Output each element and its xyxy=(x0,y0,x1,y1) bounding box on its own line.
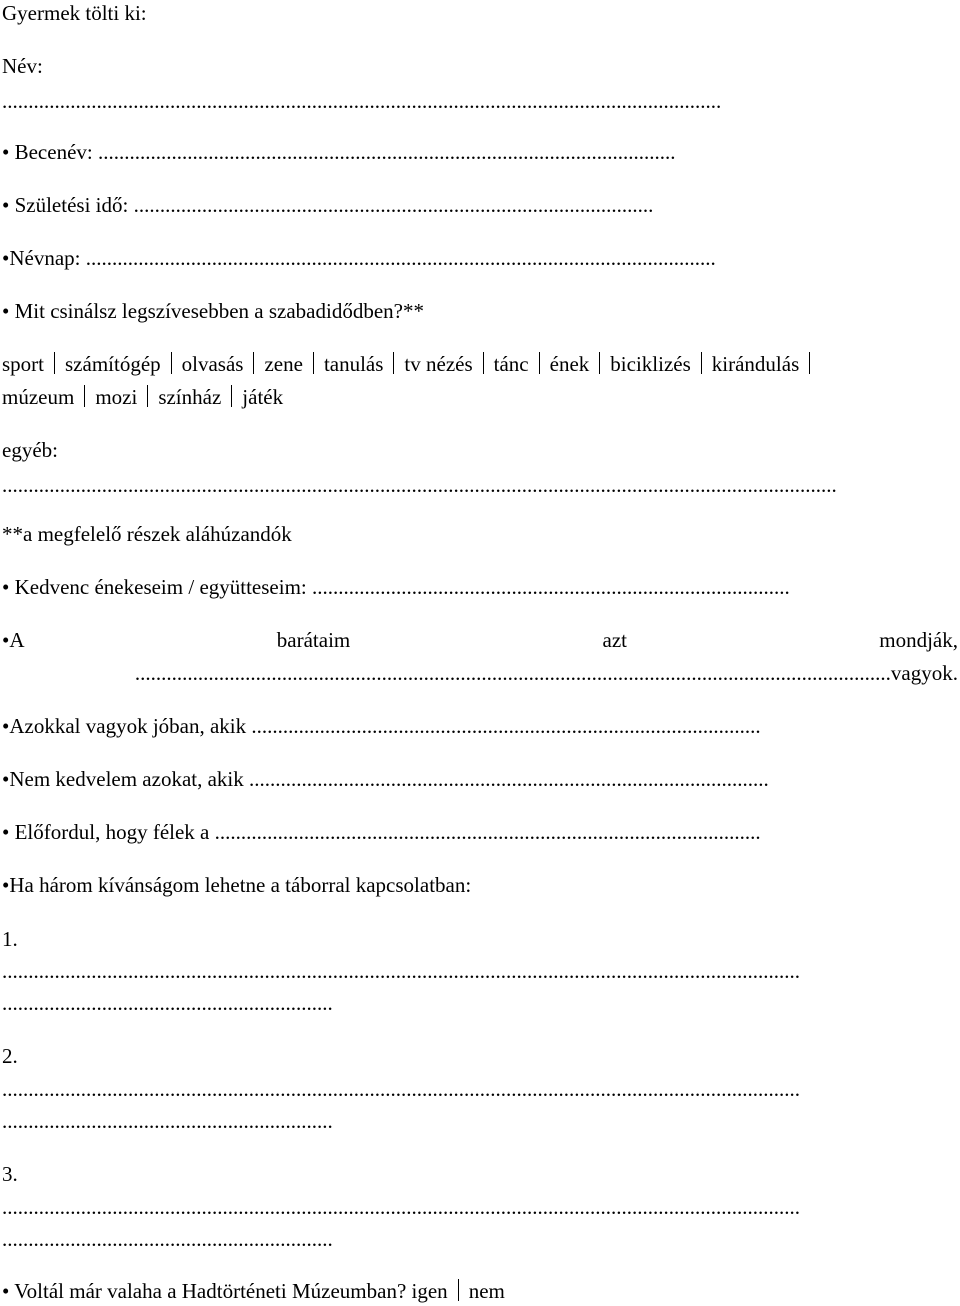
dislike-field[interactable]: •Nem kedvelem azokat, akik ................................................................................................... xyxy=(2,767,769,791)
freetime-options-row2 xyxy=(2,384,283,410)
separator xyxy=(539,352,540,374)
separator xyxy=(458,1279,459,1301)
freetime-question: • Mit csinálsz legszívesebben a szabadidődben?** xyxy=(2,299,424,323)
option-reading[interactable]: olvasás xyxy=(181,352,244,376)
friends-word: •A xyxy=(2,628,25,652)
birthdate-field[interactable]: • Születési idő: ................................................................................................... xyxy=(2,193,654,217)
option-computer[interactable]: számítógép xyxy=(65,352,161,376)
songs-field[interactable]: • Kedvenc énekeseim / együtteseim: ........................................................................................... xyxy=(2,575,790,599)
footnote: **a megfelelő részek aláhúzandók xyxy=(2,522,292,546)
option-museum[interactable]: múzeum xyxy=(2,385,75,409)
name-field[interactable]: ......................................................................................................................................... xyxy=(2,89,722,113)
museum-answer-no[interactable]: nem xyxy=(468,1279,505,1303)
option-cinema[interactable]: mozi xyxy=(95,385,138,409)
separator xyxy=(231,385,232,407)
separator xyxy=(171,352,172,374)
wish-number: 3. xyxy=(2,1162,18,1186)
like-field[interactable]: •Azokkal vagyok jóban, akik ................................................................................................. xyxy=(2,714,761,738)
museum-question xyxy=(2,1278,505,1304)
option-theater[interactable]: színház xyxy=(158,385,222,409)
nameday-field[interactable]: •Névnap: ........................................................................................................................ xyxy=(2,246,716,270)
wish-field[interactable]: ........................................................................................................................................................ xyxy=(2,1077,800,1101)
separator xyxy=(483,352,484,374)
wish-field[interactable]: ............................................................... xyxy=(2,1109,333,1133)
friends-word: barátaim xyxy=(276,628,351,652)
nickname-field[interactable]: • Becenév: .............................................................................................................. xyxy=(2,140,676,164)
wish-number: 1. xyxy=(2,927,18,951)
option-hiking[interactable]: kirándulás xyxy=(711,352,800,376)
option-learning[interactable]: tanulás xyxy=(323,352,384,376)
separator xyxy=(393,352,394,374)
friends-field[interactable]: ................................................................................................................................................vagyok. xyxy=(134,661,958,685)
wish-field[interactable]: ........................................................................................................................................................ xyxy=(2,1195,800,1219)
form-header: Gyermek tölti ki: xyxy=(2,1,147,25)
other-label: egyéb: xyxy=(2,438,58,462)
separator xyxy=(253,352,254,374)
separator xyxy=(809,352,810,374)
freetime-options-row1 xyxy=(2,351,820,377)
separator xyxy=(54,352,55,374)
option-music[interactable]: zene xyxy=(264,352,303,376)
option-sport[interactable]: sport xyxy=(2,352,44,376)
fear-field[interactable]: • Előfordul, hogy félek a ........................................................................................................ xyxy=(2,820,761,844)
separator xyxy=(701,352,702,374)
option-dance[interactable]: tánc xyxy=(493,352,529,376)
wishes-label: •Ha három kívánságom lehetne a táborral kapcsolatban: xyxy=(2,873,472,897)
option-cycling[interactable]: biciklizés xyxy=(610,352,691,376)
option-tv[interactable]: tv nézés xyxy=(404,352,473,376)
option-singing[interactable]: ének xyxy=(549,352,590,376)
separator xyxy=(313,352,314,374)
friends-word: azt xyxy=(602,628,627,652)
separator xyxy=(84,385,85,407)
name-label: Név: xyxy=(2,54,43,78)
friends-line xyxy=(2,627,958,653)
other-field[interactable]: ............................................................................................................................................................... xyxy=(2,473,837,497)
wish-number: 2. xyxy=(2,1044,18,1068)
wish-field[interactable]: ............................................................... xyxy=(2,991,333,1015)
separator xyxy=(147,385,148,407)
friends-word: mondják, xyxy=(879,628,958,652)
wish-field[interactable]: ........................................................................................................................................................ xyxy=(2,959,800,983)
museum-question-yes[interactable]: • Voltál már valaha a Hadtörténeti Múzeumban? igen xyxy=(2,1279,448,1303)
separator xyxy=(599,352,600,374)
option-game[interactable]: játék xyxy=(242,385,284,409)
wish-field[interactable]: ............................................................... xyxy=(2,1227,333,1251)
